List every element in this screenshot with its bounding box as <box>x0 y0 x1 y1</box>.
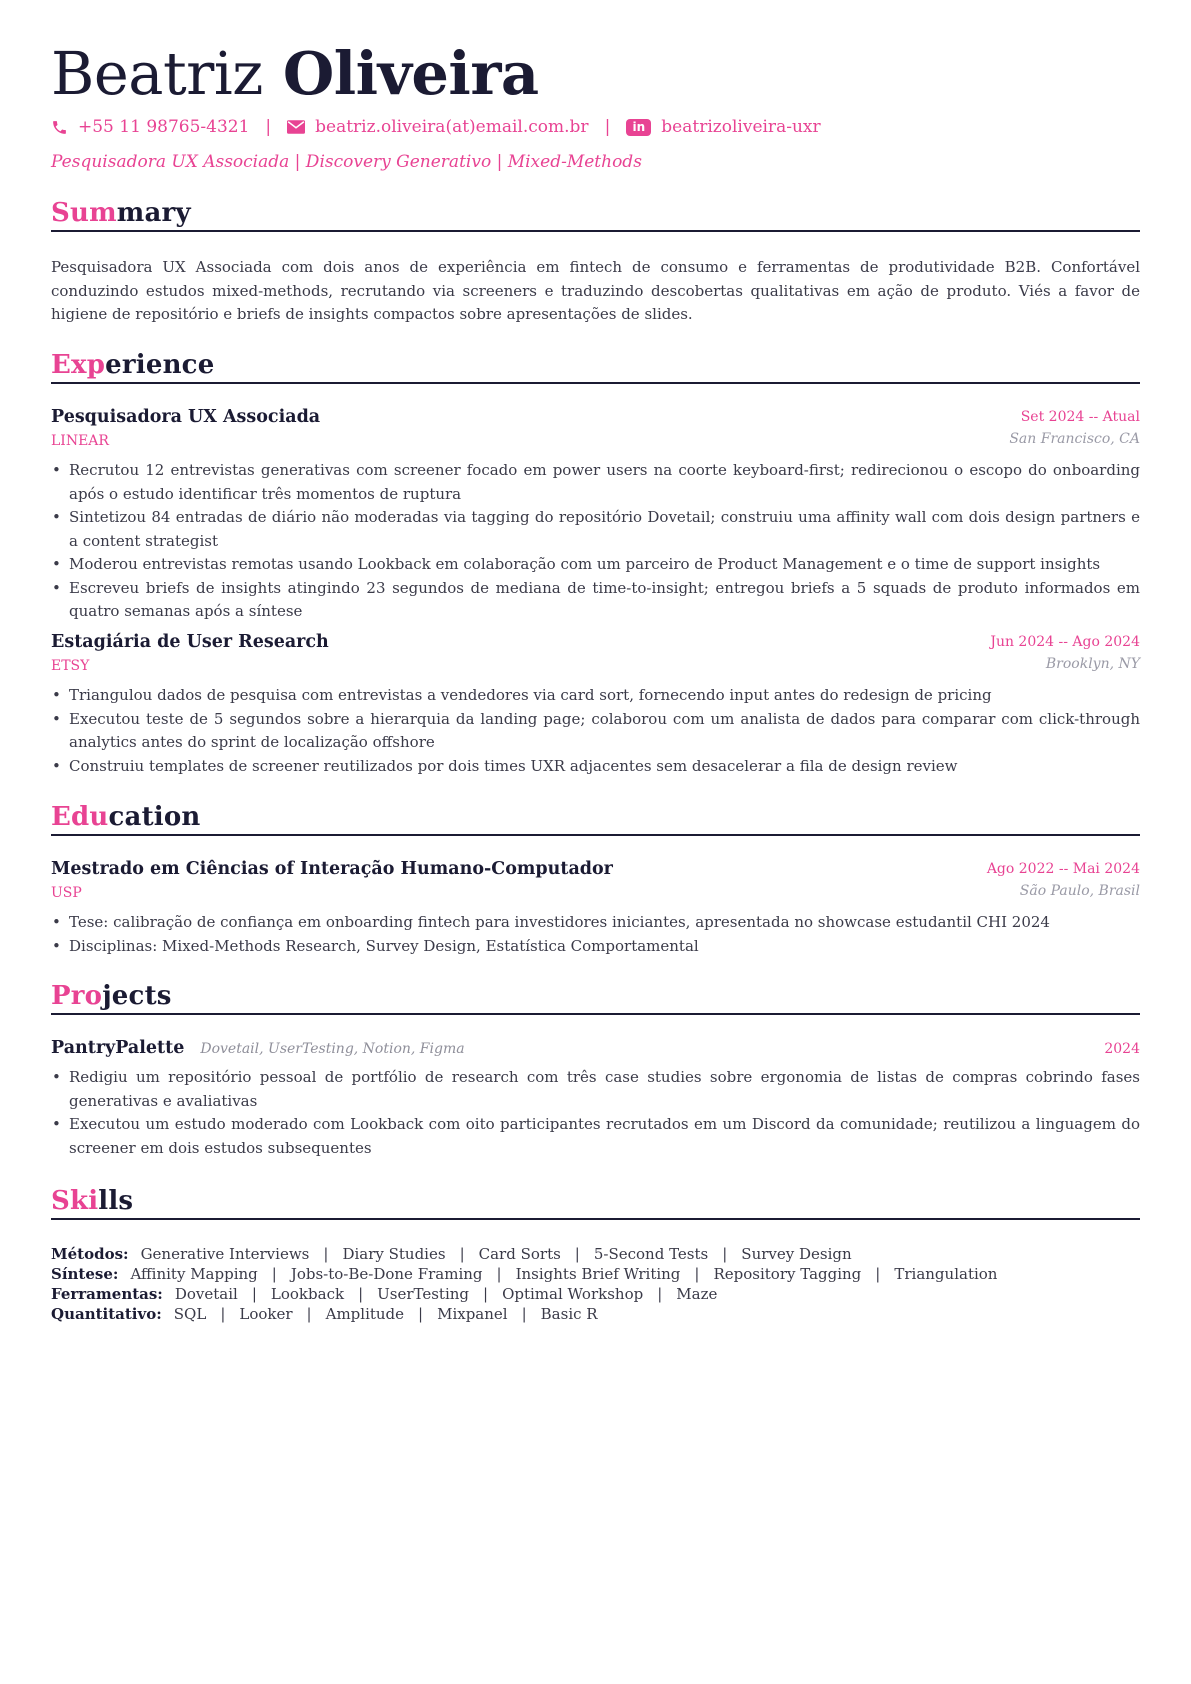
skills-row: Síntese: Affinity Mapping | Jobs-to-Be-Done Framing | Insights Brief Writing | Repository Tagging | Triangulation <box>51 1265 998 1283</box>
skills-label: Ferramentas: <box>51 1285 163 1303</box>
skill: Optimal Workshop <box>502 1285 644 1303</box>
contact-line <box>51 114 821 140</box>
skills-label: Síntese: <box>51 1265 119 1283</box>
skills-label: Quantitativo: <box>51 1305 162 1323</box>
skill: Jobs-to-Be-Done Framing <box>290 1265 483 1283</box>
phone-text: +55 11 98765-4321 <box>78 117 250 137</box>
list-item: • Executou um estudo moderado com Lookback com oito participantes recrutados em um Discord da comunidade; reutilizou a linguagem do screener em dois estudos subsequentes <box>51 1113 1140 1160</box>
skill: Looker <box>239 1305 293 1323</box>
list-item: • Recrutou 12 entrevistas generativas com screener focado em power users na coorte keyboard-first; redirecionou o escopo do onboarding após o estudo identificar três momentos de ruptura <box>51 459 1140 506</box>
job-date: Set 2024 -- Atual <box>1020 409 1140 425</box>
section-projects-heading: Projects <box>51 981 1140 1015</box>
skill: Insights Brief Writing <box>515 1265 681 1283</box>
first-name: Beatriz <box>51 39 263 108</box>
skill: 5-Second Tests <box>593 1245 709 1263</box>
project-title <box>51 1038 465 1058</box>
degree-school: USP <box>51 885 82 901</box>
job-location: Brooklyn, NY <box>1045 656 1140 672</box>
contact-separator: | <box>265 117 272 137</box>
summary-text: Pesquisadora UX Associada com dois anos de experiência em fintech de consumo e ferramentas de produtividade B2B. Confortável conduzindo estudos mixed-methods, recrutando via screeners e traduzindo descobertas qualitativas em ação de produto. Viés a favor de higiene de repositório e briefs de insights compactos sobre apresentações de slides. <box>51 258 1140 323</box>
contact-separator: | <box>604 117 611 137</box>
skill: UserTesting <box>377 1285 470 1303</box>
skill: Lookback <box>270 1285 345 1303</box>
list-item: • Disciplinas: Mixed-Methods Research, Survey Design, Estatística Comportamental <box>51 935 1140 959</box>
email-text: beatriz.oliveira(at)email.com.br <box>315 117 589 137</box>
headline-tagline: Pesquisadora UX Associada | Discovery Generativo | Mixed-Methods <box>51 152 642 172</box>
skill: Triangulation <box>894 1265 998 1283</box>
degree-title: Mestrado em Ciências of Interação Humano-Computador <box>51 859 613 879</box>
contact-linkedin[interactable] <box>626 117 820 137</box>
skill: Mixpanel <box>437 1305 508 1323</box>
candidate-name <box>51 38 539 110</box>
last-name: Oliveira <box>282 39 539 108</box>
project-date: 2024 <box>1104 1041 1140 1057</box>
skill: Affinity Mapping <box>130 1265 258 1283</box>
list-item: • Escreveu briefs de insights atingindo 23 segundos de mediana de time-to-insight; entregou briefs a 5 squads de produto informados em quatro semanas após a síntese <box>51 577 1140 624</box>
degree-location: São Paulo, Brasil <box>1019 883 1140 899</box>
skills-list <box>51 1244 997 1324</box>
job-title: Pesquisadora UX Associada <box>51 407 321 427</box>
skills-row: Quantitativo: SQL | Looker | Amplitude | Mixpanel | Basic R <box>51 1305 598 1323</box>
mail-icon <box>287 120 305 134</box>
skills-row: Métodos: Generative Interviews | Diary Studies | Card Sorts | 5-Second Tests | Survey Design <box>51 1245 852 1263</box>
job-bullets <box>51 459 1140 624</box>
job-location: San Francisco, CA <box>1009 431 1140 447</box>
skill: SQL <box>173 1305 207 1323</box>
skill: Amplitude <box>325 1305 405 1323</box>
linkedin-text: beatrizoliveira-uxr <box>661 117 821 137</box>
skills-label: Métodos: <box>51 1245 129 1263</box>
list-item: • Tese: calibração de confiança em onboarding fintech para investidores iniciantes, apresentada no showcase estudantil CHI 2024 <box>51 911 1140 935</box>
section-experience-heading: Experience <box>51 350 1140 384</box>
degree-date: Ago 2022 -- Mai 2024 <box>986 861 1140 877</box>
job-date: Jun 2024 -- Ago 2024 <box>990 634 1140 650</box>
section-summary-heading: Summary <box>51 198 1140 232</box>
skill: Generative Interviews <box>140 1245 310 1263</box>
contact-phone[interactable] <box>51 117 249 137</box>
project-bullets <box>51 1066 1140 1160</box>
section-skills-heading: Skills <box>51 1186 1140 1220</box>
list-item: • Construiu templates de screener reutilizados por dois times UXR adjacentes sem desacelerar a fila de design review <box>51 755 1140 779</box>
skill: Maze <box>676 1285 718 1303</box>
phone-icon <box>51 119 68 136</box>
list-item: • Moderou entrevistas remotas usando Lookback em colaboração com um parceiro de Product Management e o time de support insights <box>51 553 1140 577</box>
list-item: • Executou teste de 5 segundos sobre a hierarquia da landing page; colaborou com um analista de dados para comparar com click-through analytics antes do sprint de localização offshore <box>51 708 1140 755</box>
skill: Basic R <box>540 1305 598 1323</box>
linkedin-icon: in <box>626 119 651 136</box>
list-item: • Sintetizou 84 entradas de diário não moderadas via tagging do repositório Dovetail; construiu uma affinity wall com dois design partners e a content strategist <box>51 506 1140 553</box>
skill: Repository Tagging <box>713 1265 862 1283</box>
skill: Card Sorts <box>478 1245 561 1263</box>
skill: Survey Design <box>741 1245 852 1263</box>
job-title: Estagiária de User Research <box>51 632 329 652</box>
skills-row: Ferramentas: Dovetail | Lookback | UserTesting | Optimal Workshop | Maze <box>51 1285 718 1303</box>
project-tech: Dovetail, UserTesting, Notion, Figma <box>200 1041 465 1057</box>
contact-email[interactable] <box>287 117 588 137</box>
skill: Dovetail <box>174 1285 238 1303</box>
project-name: PantryPalette <box>51 1038 185 1058</box>
job-company: ETSY <box>51 658 90 674</box>
job-bullets <box>51 684 1140 778</box>
list-item: • Redigiu um repositório pessoal de portfólio de research com três case studies sobre ergonomia de listas de compras cobrindo fases generativas e avaliativas <box>51 1066 1140 1113</box>
section-education-heading: Education <box>51 802 1140 836</box>
job-company: LINEAR <box>51 433 109 449</box>
degree-bullets <box>51 911 1140 958</box>
list-item: • Triangulou dados de pesquisa com entrevistas a vendedores via card sort, fornecendo input antes do redesign de pricing <box>51 684 1140 708</box>
skill: Diary Studies <box>342 1245 446 1263</box>
